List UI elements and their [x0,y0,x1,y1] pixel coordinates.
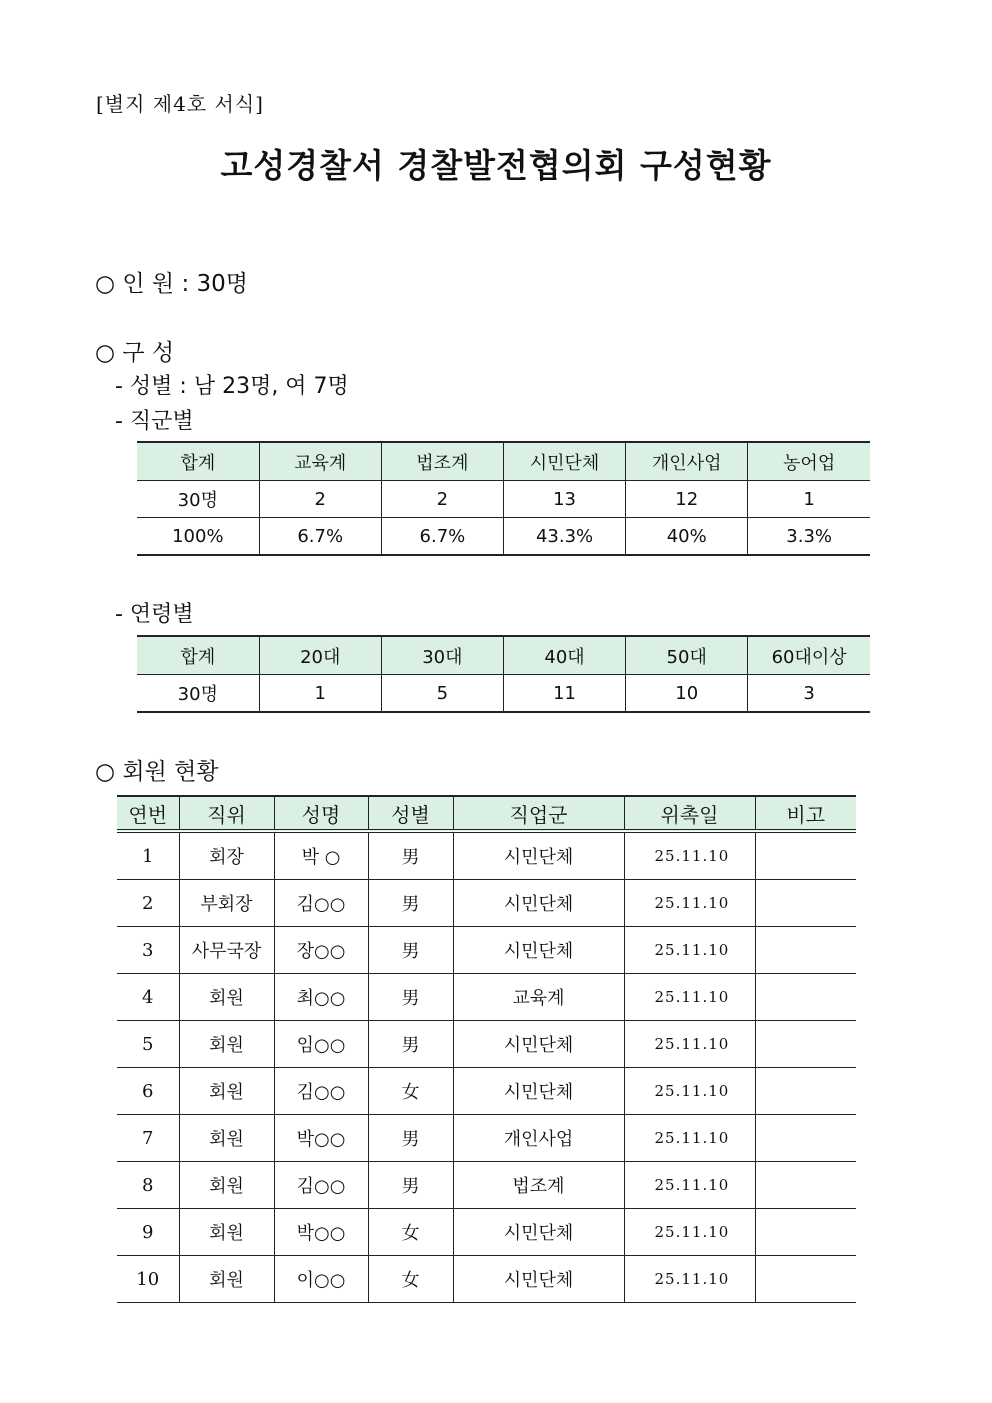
table-cell: 25.11.10 [624,1021,755,1068]
table-cell [755,880,856,927]
members-table-body [117,831,856,1303]
table-row [117,974,856,1021]
table-cell: 5 [381,675,503,713]
table-cell: 男 [368,831,453,880]
table-cell: 4 [117,974,179,1021]
table-cell: 3.3% [748,518,870,556]
table-cell: 女 [368,1256,453,1303]
table-cell: 임○○ [274,1021,368,1068]
table-cell [755,1021,856,1068]
table-cell: 시민단체 [453,1209,624,1256]
table-row [137,518,870,556]
table-row [117,831,856,880]
table-cell [755,831,856,880]
table-row [117,1209,856,1256]
job-category-table [137,441,870,556]
table-cell: 3 [748,675,870,713]
job-heading: - 직군별 [115,409,194,434]
header-cell: 50대 [626,636,748,675]
table-cell: 男 [368,1115,453,1162]
table-cell: 시민단체 [453,1021,624,1068]
table-cell [755,1209,856,1256]
table-cell: 2 [259,481,381,518]
table-cell: 김○○ [274,1162,368,1209]
table-row [137,481,870,518]
table-cell: 시민단체 [453,1068,624,1115]
table-cell: 25.11.10 [624,1115,755,1162]
table-cell: 1 [748,481,870,518]
table-row [137,675,870,713]
table-cell: 30명 [177,684,218,705]
table-cell [755,1068,856,1115]
table-cell: 시민단체 [453,880,624,927]
table-cell: 100% [137,518,259,556]
table-cell: 男 [368,927,453,974]
table-cell: 6 [117,1068,179,1115]
table-cell: 43.3% [503,518,625,556]
header-cell: 연번 [117,796,179,831]
header-cell: 비고 [755,796,856,831]
table-header-row [137,442,870,481]
table-cell: 회원 [179,974,274,1021]
header-cell: 30대 [381,636,503,675]
table-cell: 25.11.10 [624,880,755,927]
table-row [117,1021,856,1068]
table-cell: 9 [117,1209,179,1256]
header-cell: 60대이상 [748,636,870,675]
age-heading: - 연령별 [115,602,194,627]
page-title: 고성경찰서 경찰발전협의회 구성현황 [220,146,772,185]
table-cell: 사무국장 [179,927,274,974]
table-cell: 회원 [179,1256,274,1303]
table-cell: 회원 [179,1162,274,1209]
header-cell: 시민단체 [503,442,625,481]
table-row [117,1162,856,1209]
table-cell: 男 [368,880,453,927]
members-table [117,795,856,1303]
table-header-row [137,636,870,675]
table-cell: 장○○ [274,927,368,974]
table-row [117,1256,856,1303]
table-cell: 25.11.10 [624,1256,755,1303]
table-cell: 2 [381,481,503,518]
table-cell: 25.11.10 [624,1162,755,1209]
table-cell: 30명 [177,490,218,511]
headcount-line: ○ 인 원 : 30명 [95,271,248,297]
table-cell [755,927,856,974]
table-cell: 25.11.10 [624,1068,755,1115]
header-cell: 직위 [179,796,274,831]
table-cell: 박○○ [274,1209,368,1256]
header-cell: 농어업 [748,442,870,481]
table-cell: 女 [368,1068,453,1115]
table-cell: 개인사업 [453,1115,624,1162]
table-cell: 이○○ [274,1256,368,1303]
table-row [117,1115,856,1162]
header-cell: 성별 [368,796,453,831]
table-cell: 박○○ [274,1115,368,1162]
table-cell: 시민단체 [453,927,624,974]
table-cell: 회장 [179,831,274,880]
table-cell: 회원 [179,1068,274,1115]
header-cell: 합계 [137,636,259,675]
table-cell: 10 [117,1256,179,1303]
table-cell: 김○○ [274,880,368,927]
table-cell: 5 [117,1021,179,1068]
header-cell: 40대 [503,636,625,675]
table-cell: 25.11.10 [624,927,755,974]
table-cell: 男 [368,974,453,1021]
header-cell: 개인사업 [626,442,748,481]
table-cell: 25.11.10 [624,1209,755,1256]
table-cell: 10 [626,675,748,713]
table-row [117,880,856,927]
table-cell: 시민단체 [453,831,624,880]
composition-heading: ○ 구 성 [95,340,175,366]
table-cell: 8 [117,1162,179,1209]
table-cell: 25.11.10 [624,974,755,1021]
table-cell: 7 [117,1115,179,1162]
table-cell: 12 [626,481,748,518]
table-cell: 2 [117,880,179,927]
table-row [117,1068,856,1115]
header-cell: 위촉일 [624,796,755,831]
table-cell: 40% [626,518,748,556]
table-cell: 법조계 [453,1162,624,1209]
members-heading: ○ 회원 현황 [95,759,219,785]
table-row [117,927,856,974]
table-cell: 13 [503,481,625,518]
gender-line: - 성별 : 남 23명, 여 7명 [115,374,349,399]
table-cell [755,1256,856,1303]
table-cell: 회원 [179,1209,274,1256]
table-cell: 교육계 [453,974,624,1021]
table-cell: 부회장 [179,880,274,927]
table-cell: 회원 [179,1115,274,1162]
table-cell: 11 [503,675,625,713]
table-cell: 男 [368,1021,453,1068]
table-cell: 시민단체 [453,1256,624,1303]
table-cell [755,1162,856,1209]
header-cell: 합계 [137,442,259,481]
table-header-row [117,796,856,831]
table-cell: 박 ○ [274,831,368,880]
table-cell: 최○○ [274,974,368,1021]
table-cell: 1 [117,831,179,880]
table-cell: 김○○ [274,1068,368,1115]
table-cell: 6.7% [259,518,381,556]
header-cell: 법조계 [381,442,503,481]
table-cell: 男 [368,1162,453,1209]
table-cell [755,974,856,1021]
table-cell: 회원 [179,1021,274,1068]
table-cell: 1 [259,675,381,713]
form-tag: [별지 제4호 서식] [96,92,264,116]
table-cell: 6.7% [381,518,503,556]
header-cell: 교육계 [259,442,381,481]
header-cell: 성명 [274,796,368,831]
age-table [137,635,870,713]
table-cell: 25.11.10 [624,831,755,880]
table-cell [755,1115,856,1162]
header-cell: 직업군 [453,796,624,831]
table-cell: 3 [117,927,179,974]
table-cell: 女 [368,1209,453,1256]
header-cell: 20대 [259,636,381,675]
